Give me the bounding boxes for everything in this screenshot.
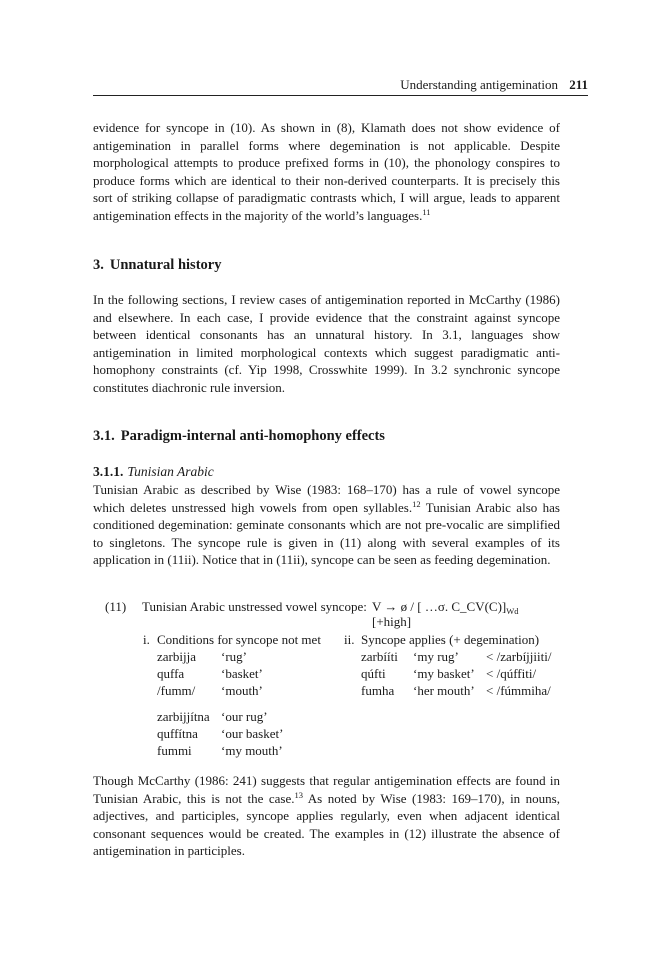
form-unsyncopated: zarbijjítna (157, 709, 210, 724)
example-number: (11) (105, 599, 127, 614)
paragraph-3-text-a: Tunisian Arabic as described by Wise (1983: 168–170) has a rule of vowel syncope which deletes unstressed high vowels from open syllables. (93, 482, 560, 515)
form-unsyncopated: quffa (157, 666, 185, 681)
gloss: ‘mouth’ (221, 683, 263, 698)
gloss: ‘my rug’ (413, 649, 459, 664)
running-head-title: Understanding antigemination (400, 77, 558, 92)
form-syncopated: zarbííti (361, 649, 398, 664)
gloss: ‘rug’ (221, 649, 247, 664)
paragraph-1 (93, 119, 560, 224)
paragraph-3-text-b: Tunisian Arabic also has conditioned degemination: geminate consonants which are not pre-vocalic are simplified to singletons. The syncope rule is given in (11) along with several examples of its application in (11ii). Notice that in (11ii), syncope can be seen as feeding degemination. (93, 499, 560, 567)
gloss: ‘my mouth’ (221, 743, 283, 758)
page-number: 211 (569, 77, 588, 92)
syncope-rule-subscript: Wd (506, 606, 519, 616)
example-heading: Tunisian Arabic unstressed vowel syncope: (142, 599, 367, 614)
section-heading-3-1 (93, 428, 385, 445)
running-head (93, 73, 588, 96)
underlying-form: < /qúffiti/ (486, 666, 537, 681)
paragraph-3 (93, 481, 560, 569)
column-ii-title: Syncope applies (+ degemination) (361, 632, 540, 647)
form-unsyncopated: quffítna (157, 726, 198, 741)
paragraph-2 (93, 291, 560, 396)
form-syncopated: fumha (361, 683, 395, 698)
paragraph-4 (93, 772, 560, 860)
section-number: 3. (93, 257, 104, 273)
footnote-ref-11[interactable]: 11 (422, 206, 431, 217)
form-unsyncopated: zarbijja (157, 649, 196, 664)
gloss: ‘her mouth’ (413, 683, 475, 698)
gloss: ‘our basket’ (221, 726, 284, 741)
form-unsyncopated: /fumm/ (157, 683, 196, 698)
column-i-title: Conditions for syncope not met (157, 632, 321, 647)
gloss: ‘our rug’ (221, 709, 268, 724)
paragraph-4-text-b: As noted by Wise (1983: 169–170), in nouns, adjectives, and participles, syncope applies regularly, even when adjacent identical consonant sequences would be created. The examples in (12) illustrate the absence of antigemination in participles. (93, 790, 560, 858)
paragraph-1-text: evidence for syncope in (10). As shown in (8), Klamath does not show evidence of antigemination in parallel forms where degemination is not applicable. Despite morphological attempts to produce prefixed forms in (10), the phonology conspires to produce forms which are identical to their non-derived counterparts. It is precisely this sort of striking collapse of paradigmatic contrasts which, I will argue, leads to apparent antigemination effects in the majority of the world’s languages. (93, 120, 560, 223)
gloss: ‘my basket’ (413, 666, 475, 681)
section-title: Unnatural history (109, 257, 222, 273)
footnote-ref-12[interactable]: 12 (412, 498, 421, 509)
paragraph-2-text: In the following sections, I review cases of antigemination reported in McCarthy (1986) and elsewhere. In each case, I provide evidence that the constraint against syncope between identical consonants has an unnatural history. In 3.1, languages show antigemination in limited morphological contexts which suggest paradigmatic anti-homophony constraints (cf. Yip 1998, Crosswhite 1999). In 3.2 synchronic syncope constitutes diachronic rule inversion. (93, 292, 560, 395)
column-ii-label: ii. (344, 632, 355, 647)
syncope-rule-text: V → ø / [ …σ. C_CV(C)] (372, 599, 507, 614)
gloss: ‘basket’ (221, 666, 263, 681)
form-unsyncopated: fummi (157, 743, 192, 758)
section-heading-3 (93, 257, 221, 274)
section-number: 3.1. (93, 428, 115, 444)
section-title: Paradigm-internal anti-homophony effects (120, 428, 385, 444)
syncope-rule-feature: [+high] (372, 614, 412, 629)
form-syncopated: qúfti (361, 666, 386, 681)
column-i-label: i. (143, 632, 150, 647)
subsection-number: 3.1.1. (93, 464, 124, 479)
subsection-heading-3-1-1 (93, 464, 214, 480)
underlying-form: < /fúmmiha/ (486, 683, 551, 698)
subsection-title: Tunisian Arabic (127, 464, 214, 479)
footnote-ref-13[interactable]: 13 (294, 789, 303, 800)
paragraph-4-text-a: Though McCarthy (1986: 241) suggests that regular antigemination effects are found in Tunisian Arabic, this is not the case. (93, 773, 560, 806)
underlying-form: < /zarbíjjiiti/ (486, 649, 552, 664)
